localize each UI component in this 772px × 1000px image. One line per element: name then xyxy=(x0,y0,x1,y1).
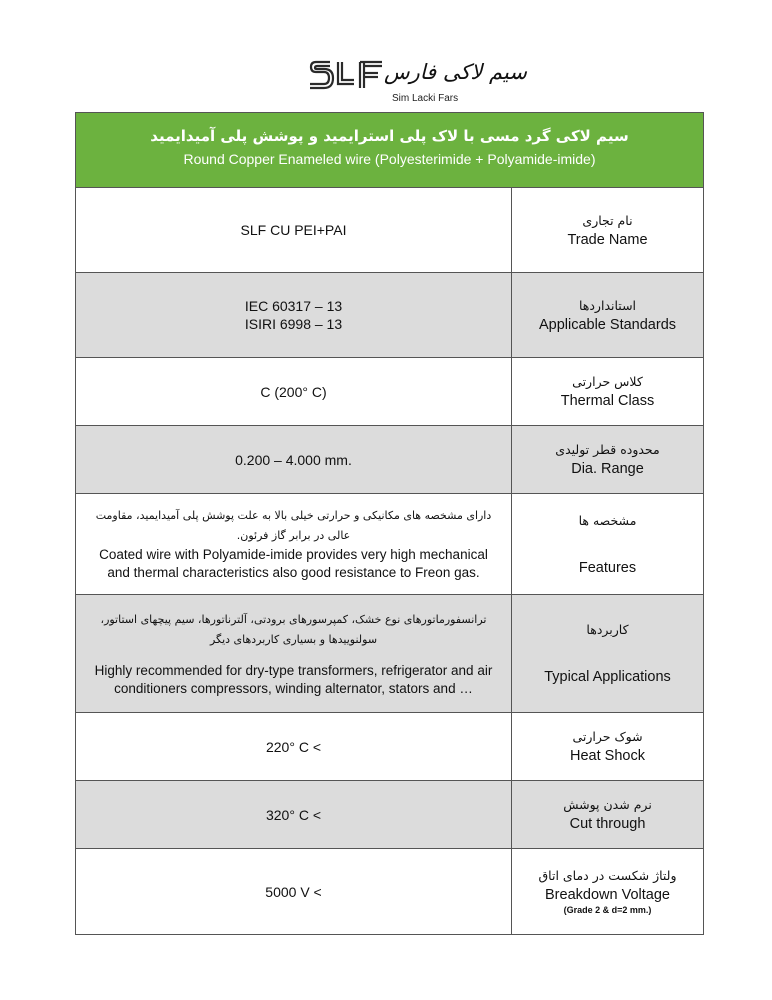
thermal-class-label xyxy=(512,358,703,425)
row-cut-through xyxy=(76,781,703,849)
row-heat-shock xyxy=(76,713,703,781)
row-thermal-class xyxy=(76,358,703,426)
standard-iec: IEC 60317 – 13 xyxy=(244,298,343,314)
breakdown-text: 5000 V < xyxy=(265,883,322,900)
cut-through-label xyxy=(512,781,703,848)
heat-shock-value xyxy=(76,713,512,780)
heat-shock-label-en: Heat Shock xyxy=(570,748,645,764)
dia-range-label xyxy=(512,426,703,493)
features-label-en: Features xyxy=(578,559,637,576)
features-label-fa: مشخصه ها xyxy=(578,512,637,528)
breakdown-label xyxy=(512,849,703,934)
thermal-class-value xyxy=(76,358,512,425)
dia-range-label-en: Dia. Range xyxy=(571,461,644,477)
table-header xyxy=(76,113,703,188)
dia-range-label-fa: محدوده قطر تولیدی xyxy=(555,442,660,457)
row-trade-name xyxy=(76,188,703,273)
features-label xyxy=(512,494,703,594)
standard-isiri: ISIRI 6998 – 13 xyxy=(244,316,343,332)
heat-shock-text: 220° C < xyxy=(265,738,322,755)
applications-text-en: Highly recommended for dry-type transformers, refrigerator and air conditioners compressors, winding alternator, stators and … xyxy=(94,662,493,696)
logo-subtitle: Sim Lacki Fars xyxy=(392,93,459,104)
row-breakdown-voltage xyxy=(76,849,703,934)
row-dia-range xyxy=(76,426,703,494)
standards-label xyxy=(512,273,703,357)
dia-range-text: 0.200 – 4.000 mm. xyxy=(235,451,352,468)
trade-name-text: SLF CU PEI+PAI xyxy=(240,222,347,238)
cut-through-label-en: Cut through xyxy=(569,816,646,832)
cut-through-label-fa: نرم شدن پوشش xyxy=(563,797,652,812)
trade-name-value xyxy=(76,188,512,272)
standards-label-fa: استانداردها xyxy=(578,297,637,313)
standards-value xyxy=(76,273,512,357)
title-persian: سیم لاکی گرد مسی با لاک پلی استرایمید و پوشش پلی آمیدایمید xyxy=(150,127,629,145)
row-features xyxy=(76,494,703,595)
features-text-fa: دارای مشخصه های مکانیکی و حرارتی خیلی بالا به علت پوشش پلی آمیدایمید، مقاومت عالی در برابر گاز فرئون. xyxy=(95,509,492,542)
cut-through-value xyxy=(76,781,512,848)
standards-label-en: Applicable Standards xyxy=(538,316,677,333)
applications-label-fa: کاربردها xyxy=(586,622,629,637)
trade-name-label-fa: نام تجاری xyxy=(582,212,633,228)
logo-persian-name: سیم لاکی فارس xyxy=(384,60,527,84)
thermal-class-label-en: Thermal Class xyxy=(560,393,655,409)
trade-name-label-en: Trade Name xyxy=(567,231,648,248)
trade-name-label xyxy=(512,188,703,272)
breakdown-label-en: Breakdown Voltage xyxy=(545,887,670,903)
heat-shock-label-fa: شوک حرارتی xyxy=(572,729,643,744)
thermal-class-text: C (200° C) xyxy=(260,383,327,400)
row-applications xyxy=(76,595,703,713)
applications-label-en: Typical Applications xyxy=(544,669,671,685)
breakdown-label-fa: ولتاژ شکست در دمای اتاق xyxy=(538,868,677,883)
heat-shock-label xyxy=(512,713,703,780)
features-value xyxy=(76,494,512,594)
dia-range-value xyxy=(76,426,512,493)
applications-text-fa: ترانسفورماتورهای نوع خشک، کمپرسورهای برودتی، آلترناتورها، سیم پیچهای استاتور، سولنوییدها و بسیاری کاربردهای دیگر xyxy=(100,612,487,646)
cut-through-text: 320° C < xyxy=(265,806,322,823)
title-english: Round Copper Enameled wire (Polyesterimide + Polyamide-imide) xyxy=(183,151,596,167)
row-standards xyxy=(76,273,703,358)
breakdown-note: (Grade 2 & d=2 mm.) xyxy=(563,905,652,915)
thermal-class-label-fa: کلاس حرارتی xyxy=(572,374,643,389)
slf-logo-mark xyxy=(308,58,384,94)
applications-label xyxy=(512,595,703,712)
spec-table xyxy=(75,112,704,935)
features-text-en: Coated wire with Polyamide-imide provides very high mechanical and thermal characteristics also good resistance to Freon gas. xyxy=(99,547,488,580)
applications-value xyxy=(76,595,512,712)
breakdown-value xyxy=(76,849,512,934)
